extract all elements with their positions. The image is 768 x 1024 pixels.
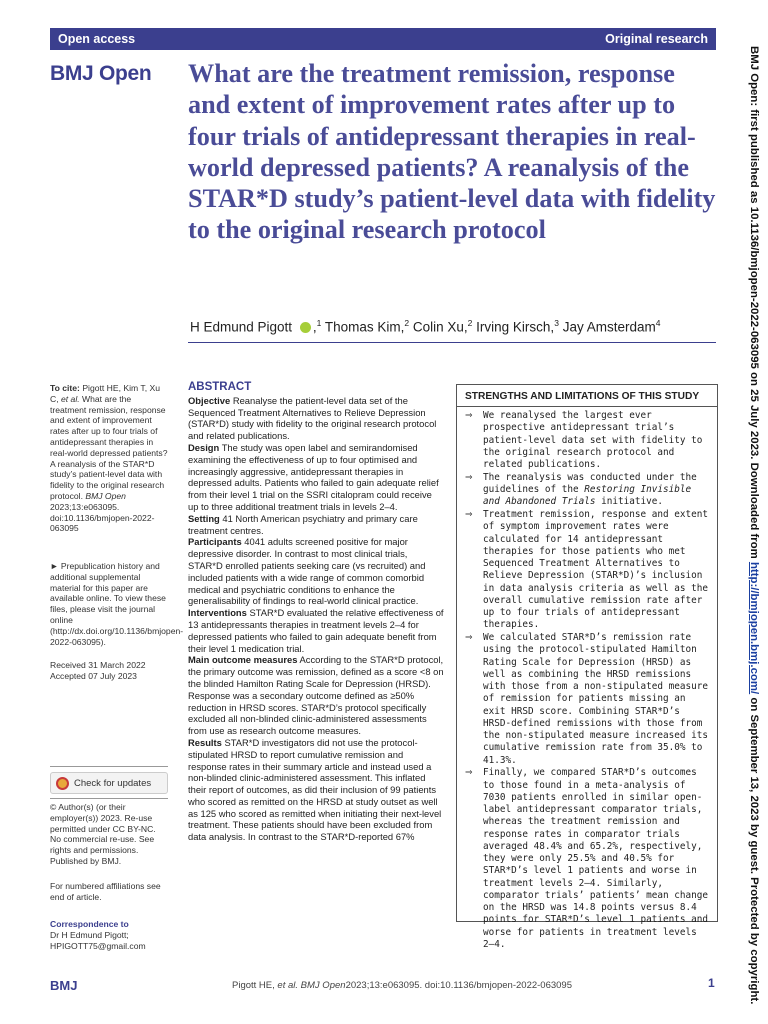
section-text: 4041 adults screened positive for major depressive disorder. In contrast to most clinical trials, STAR*D enrolled patients seeking care (vs recruited) and included patients with a wide range of common comorbid medical and psychiatric conditions to enhance the generalisability of findings to real-world clinical practice. xyxy=(188,536,426,607)
strength-tail: initiative. xyxy=(601,496,664,508)
watermark-text: on September 13, 2023 by guest. Protected by copyright. xyxy=(748,697,760,1005)
article-type-label: Original research xyxy=(605,32,708,46)
strengths-box xyxy=(456,384,718,950)
section-label: Setting xyxy=(188,512,220,524)
footer-journal: BMJ Open xyxy=(300,980,346,991)
correspondence-email[interactable]: HPIGOTT75@gmail.com xyxy=(50,940,146,951)
author-name[interactable]: Irving Kirsch, xyxy=(476,319,555,335)
cite-etal: et al. xyxy=(60,393,80,404)
affiliation-sup: 2 xyxy=(467,318,473,328)
footer-etal: et al. xyxy=(277,980,299,991)
accepted-date: Accepted 07 July 2023 xyxy=(50,670,137,681)
strength-text: We calculated STAR*D’s remission rate using the protocol-stipulated Hamilton Rating Scale for Depression (HRSD) as well as combining the HRSD remissions with those from a non-stipulated measure of remission for patients missing an exit HRSD score. Combining STAR*D’s HRSD-defined remissions with those from the non-stipulated measure increased its cumulative remission rate from 35.0% to 41.3%. xyxy=(483,632,709,766)
strength-item xyxy=(465,410,709,471)
divider xyxy=(50,798,168,799)
open-access-label: Open access xyxy=(58,32,136,46)
cite-title: What are the treatment remission, response and extent of improvement rates after up to four trials of antidepressant therapies in real-world depressed patients? A reanalysis of the STAR*D study’s patient-level data with fidelity to the original research protocol. xyxy=(50,393,168,501)
section-text: STAR*D investigators did not use the protocol-stipulated HRSD to report cumulative remission and response rates in their summary article and instead used a non-blinded clinic-administered assessment. This inflated their report of outcomes, as did their inclusion of 99 patients who scored as remitted on the HRSD at study outset as well as 125 who scored as remitted when initiating their next-level treatment. These patients should have been excluded from data analysis. In contrast to the STAR*D-reported 67% xyxy=(188,736,442,843)
section-text: STAR*D evaluated the relative effectiveness of 13 antidepressants therapies in treatment levels 2–4 for depressed patients who failed to gain adequate benefit from their level 1 medication trial. xyxy=(188,607,444,654)
abstract-body xyxy=(188,395,444,843)
affiliations-note: For numbered affiliations see end of article. xyxy=(50,881,161,902)
strength-item xyxy=(465,472,709,509)
section-label: Results xyxy=(188,736,222,748)
strength-item xyxy=(465,509,709,632)
affiliation-sup: 3 xyxy=(554,318,559,328)
top-banner xyxy=(50,28,716,50)
abstract-section xyxy=(188,442,444,513)
cite-authors: Pigott HE, Kim T, Xu C, xyxy=(50,383,161,404)
crossmark-icon xyxy=(56,777,69,790)
section-label: Participants xyxy=(188,536,242,548)
section-text: The study was open label and semirandomised examining the effectiveness of up to four optimised and increasingly aggressive, antidepressant therapies in depressed adults. Patients who failed to gain adequate relief from their level 1 trial on the SSRI citalopram could receive up to three additional treatment trials in levels 2–4. xyxy=(188,441,439,512)
copyright-note: © Author(s) (or their employer(s)) 2023. Re-use permitted under CC BY-NC. No commercial re-use. See rights and permissions. Published by BMJ. xyxy=(50,802,156,866)
abstract-section xyxy=(188,395,444,442)
affiliation-sup: 1 xyxy=(316,318,322,328)
article-title: What are the treatment remission, response and extent of improvement rates after up to four trials of antidepressant therapies in real-world depressed patients? A reanalysis of the STAR*D study’s patient-level data with fidelity to the original research protocol xyxy=(188,59,716,245)
orcid-icon[interactable] xyxy=(300,322,311,333)
footer-authors: Pigott HE, xyxy=(232,980,275,991)
strength-text: Treatment remission, response and extent of symptom improvement rates were calculated for 14 antidepressant therapies for those patients who met Sequenced Treatment Alternatives to Relieve Depression (STAR*D)’s inclusion in data analysis criteria as well as the overall cumulative remission rate after up to four trials of antidepressant therapies. xyxy=(483,509,709,631)
footer-doi: 2023;13:e063095. doi:10.1136/bmjopen-2022-063095 xyxy=(345,980,572,991)
affiliation-sup: 4 xyxy=(655,318,661,328)
strength-text: Finally, we compared STAR*D’s outcomes to those found in a meta-analysis of 7030 patients enrolled in similar open-label antidepressant comparator trials, whereas the treatment remission and response rates in comparator trials averaged 48.4% and 65.2%, respectively, they were only 25.5% and 40.5% for STAR*D’s level 1 patients and worse in treatment levels 2–4. Similarly, comparator trials’ patients’ mean change on the HRSD was 14.8 points versus 8.4 points for STAR*D’s level 1 patients and worse for patients in treatment levels 2–4. xyxy=(483,767,709,950)
author-list xyxy=(190,318,710,335)
section-text: 41 North American psychiatry and primary care treatment centres. xyxy=(188,512,418,536)
abstract-section xyxy=(188,607,444,654)
section-text: Reanalyse the patient-level data set of the Sequenced Treatment Alternatives to Relieve Depression (STAR*D) study with fidelity to the original research protocol and related publications. xyxy=(188,394,437,442)
strengths-list xyxy=(457,407,717,951)
abstract-section xyxy=(188,536,444,607)
correspondence-name: Dr H Edmund Pigott; xyxy=(50,929,129,940)
author-separator: , xyxy=(312,319,317,335)
cite-label: To cite: xyxy=(50,383,80,393)
section-label: Design xyxy=(188,441,220,453)
title-divider xyxy=(188,342,716,343)
footer-citation xyxy=(232,980,572,991)
divider xyxy=(50,766,168,767)
check-updates-button[interactable] xyxy=(50,772,168,794)
strength-item xyxy=(465,632,709,767)
section-label: Interventions xyxy=(188,607,247,619)
abstract-heading: ABSTRACT xyxy=(188,381,252,393)
citation-block xyxy=(50,383,168,534)
abstract-section xyxy=(188,737,444,843)
author-name[interactable]: Thomas Kim, xyxy=(324,319,405,335)
author-name[interactable]: Colin Xu, xyxy=(412,319,468,335)
prepub-note[interactable]: ► Prepublication history and additional supplemental material for this paper are available online. To view these files, please visit the journal online (http://dx.doi.org/10.1136/bmjopen-2022-063095). xyxy=(50,561,184,647)
section-label: Objective xyxy=(188,394,231,406)
section-text: According to the STAR*D protocol, the primary outcome was remission, defined as a score <8 on the blinded Hamilton Rating Scale for Depression (HRSD). Response was a secondary outcome defined as ≥50% reduction in HRSD scores. STAR*D’s protocol specifically excluded all non-blinded clinic-administered assessments from use as research outcome measures. xyxy=(188,654,444,737)
affiliation-sup: 2 xyxy=(404,318,410,328)
author-name[interactable]: H Edmund Pigott xyxy=(190,319,293,335)
author-name[interactable]: Jay Amsterdam xyxy=(562,319,656,335)
journal-link[interactable]: http://bmjopen.bmj.com/ xyxy=(748,561,760,695)
strength-text: The reanalysis was conducted under the guidelines of the xyxy=(483,471,697,495)
check-updates-label: Check for updates xyxy=(74,777,152,789)
page-number: 1 xyxy=(708,976,715,990)
correspondence-block xyxy=(50,919,168,951)
received-date: Received 31 March 2022 xyxy=(50,660,146,670)
cite-journal: BMJ Open xyxy=(85,490,126,501)
strength-item xyxy=(465,767,709,951)
strength-text: We reanalysed the largest ever prospective antidepressant trial’s patient-level data set with fidelity to the original research protocol and related publications. xyxy=(483,410,703,470)
strength-italic: Restoring Invisible and Abandoned Trials xyxy=(483,484,692,508)
journal-logo: BMJ Open xyxy=(50,62,152,85)
watermark-text: BMJ Open: first published as 10.1136/bmjopen-2022-063095 on 25 July 2023. Downloaded from xyxy=(748,46,760,559)
vertical-watermark xyxy=(742,46,762,1005)
section-label: Main outcome measures xyxy=(188,654,298,666)
cite-doi: 2023;13:e063095. doi:10.1136/bmjopen-2022-063095 xyxy=(50,501,155,534)
correspondence-heading: Correspondence to xyxy=(50,919,129,929)
abstract-section xyxy=(188,513,444,537)
abstract xyxy=(188,382,444,843)
strengths-heading: STRENGTHS AND LIMITATIONS OF THIS STUDY xyxy=(457,385,717,407)
footer-logo: BMJ xyxy=(50,978,78,993)
dates-block xyxy=(50,660,168,682)
abstract-section xyxy=(188,654,444,737)
